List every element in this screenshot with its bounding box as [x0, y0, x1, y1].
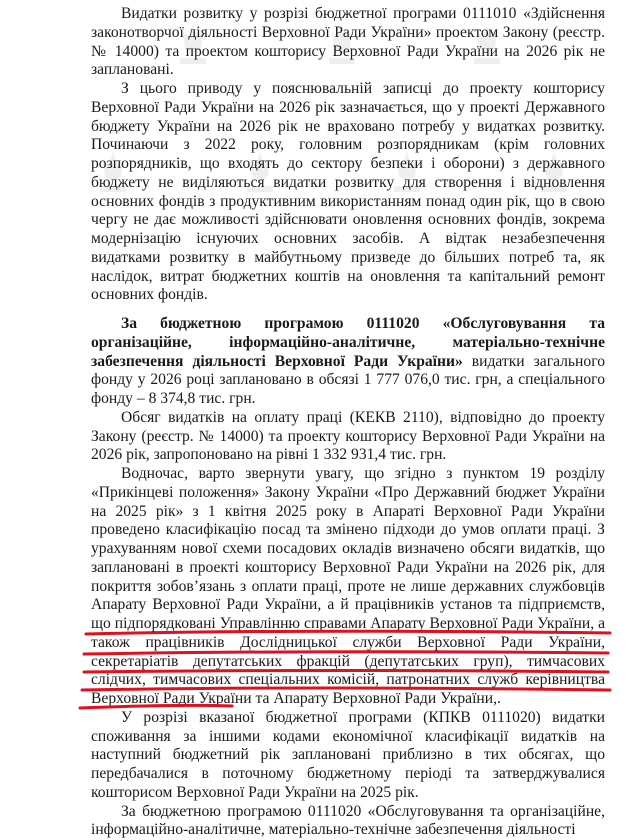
- paragraph-development-expenses: Видатки розвитку у розрізі бюджетної програми 0111010 «Здійснення законотворчої діяльності Верховної Ради України» проектом Закону (реєстр. № 14000) та проектом кошторису Верховної Ради України на 2026 рік не заплановані.: [91, 5, 605, 80]
- paragraph-highlighted-consumption: У розрізі вказаної бюджетної програми (КПКВ 0111020) видатки споживання за іншими кодами економічної класифікації видатків на наступний бюджетний рік заплановані приблизно в тих обсягах, що передбачалися в поточному бюджетному періоді та затверджувалися кошторисом Верховної Ради України на 2025 рік.: [91, 709, 605, 803]
- paragraph-classification: Водночас, варто звернути увагу, що згідно з пунктом 19 розділу «Прикінцеві положення» Закону України «Про Державний бюджет України на 2025 рік» з 1 квітня 2025 року в Апараті Верховної Ради України проведено класифікацію посад та змінено підходи до умов оплати праці. З урахуванням нової схеми посадових окладів визначено обсяги видатків, що заплановані в проекті кошторису Верховної Ради України на 2026 рік, для покриття зобов’язань з оплати праці, проте не лише державних службовців Апарату Верховної Ради України, а й працівників установ та підприємств, що підпорядковані Управлінню справами Апарату Верховної Ради України, а також працівників Дослідницької служби Верховної Ради України, секретаріатів депутатських фракцій (депутатських груп), тимчасових слідчих, тимчасових спеціальних комісій, патронатних служб керівництва Верховної Ради України та Апарату Верховної Ради України,.: [91, 465, 605, 709]
- document-body: [91, 5, 605, 840]
- paragraph-program-continued: За бюджетною програмою 0111020 «Обслуговування та організаційне, інформаційно-аналітичне, матеріально-технічне забезпечення діяльності: [91, 803, 605, 840]
- program-title-bold: За бюджетною програмою 0111020 «Обслуговування та організаційне, інформаційно-аналітичне, матеріально-технічне забезпечення діяльності Верховної Ради України»: [91, 315, 605, 370]
- paragraph-explanatory-note: З цього приводу у пояснювальній записці до проекту кошторису Верховної Ради України на 2026 рік зазначається, що у проекті Державного бюджету України на 2026 рік не враховано потребу у видатках розвитку. Починаючи з 2022 року, головним розпорядникам (крім головних розпорядників, що входять до сектору безпеки і оборони) з державного бюджету не виділяються видатки розвитку для створення і відновлення основних фондів з продуктивним використанням понад один рік, що в свою чергу не дає можливості здійснювати оновлення основних фондів, зокрема модернізацію існуючих основних засобів. А відтак незабезпечення видатками розвитку в майбутньому призведе до більших потреб та, як наслідок, витрат бюджетних коштів на оновлення та капітальний ремонт основних фондів.: [91, 80, 605, 305]
- program-funding-text: видатки загального фонду у 2026 році заплановано в обсязі 1 777 076,0 тис. грн, а спеціального фонду – 8 374,8 тис. грн.: [91, 353, 605, 408]
- paragraph-payroll: Обсяг видатків на оплату праці (КЕКВ 2110), відповідно до проекту Закону (реєстр. № 14000) та проекту кошторису Верховної Ради України на 2026 рік, запропоновано на рівні 1 332 931,4 тис. грн.: [91, 409, 605, 465]
- paragraph-program-0111020: [91, 315, 605, 409]
